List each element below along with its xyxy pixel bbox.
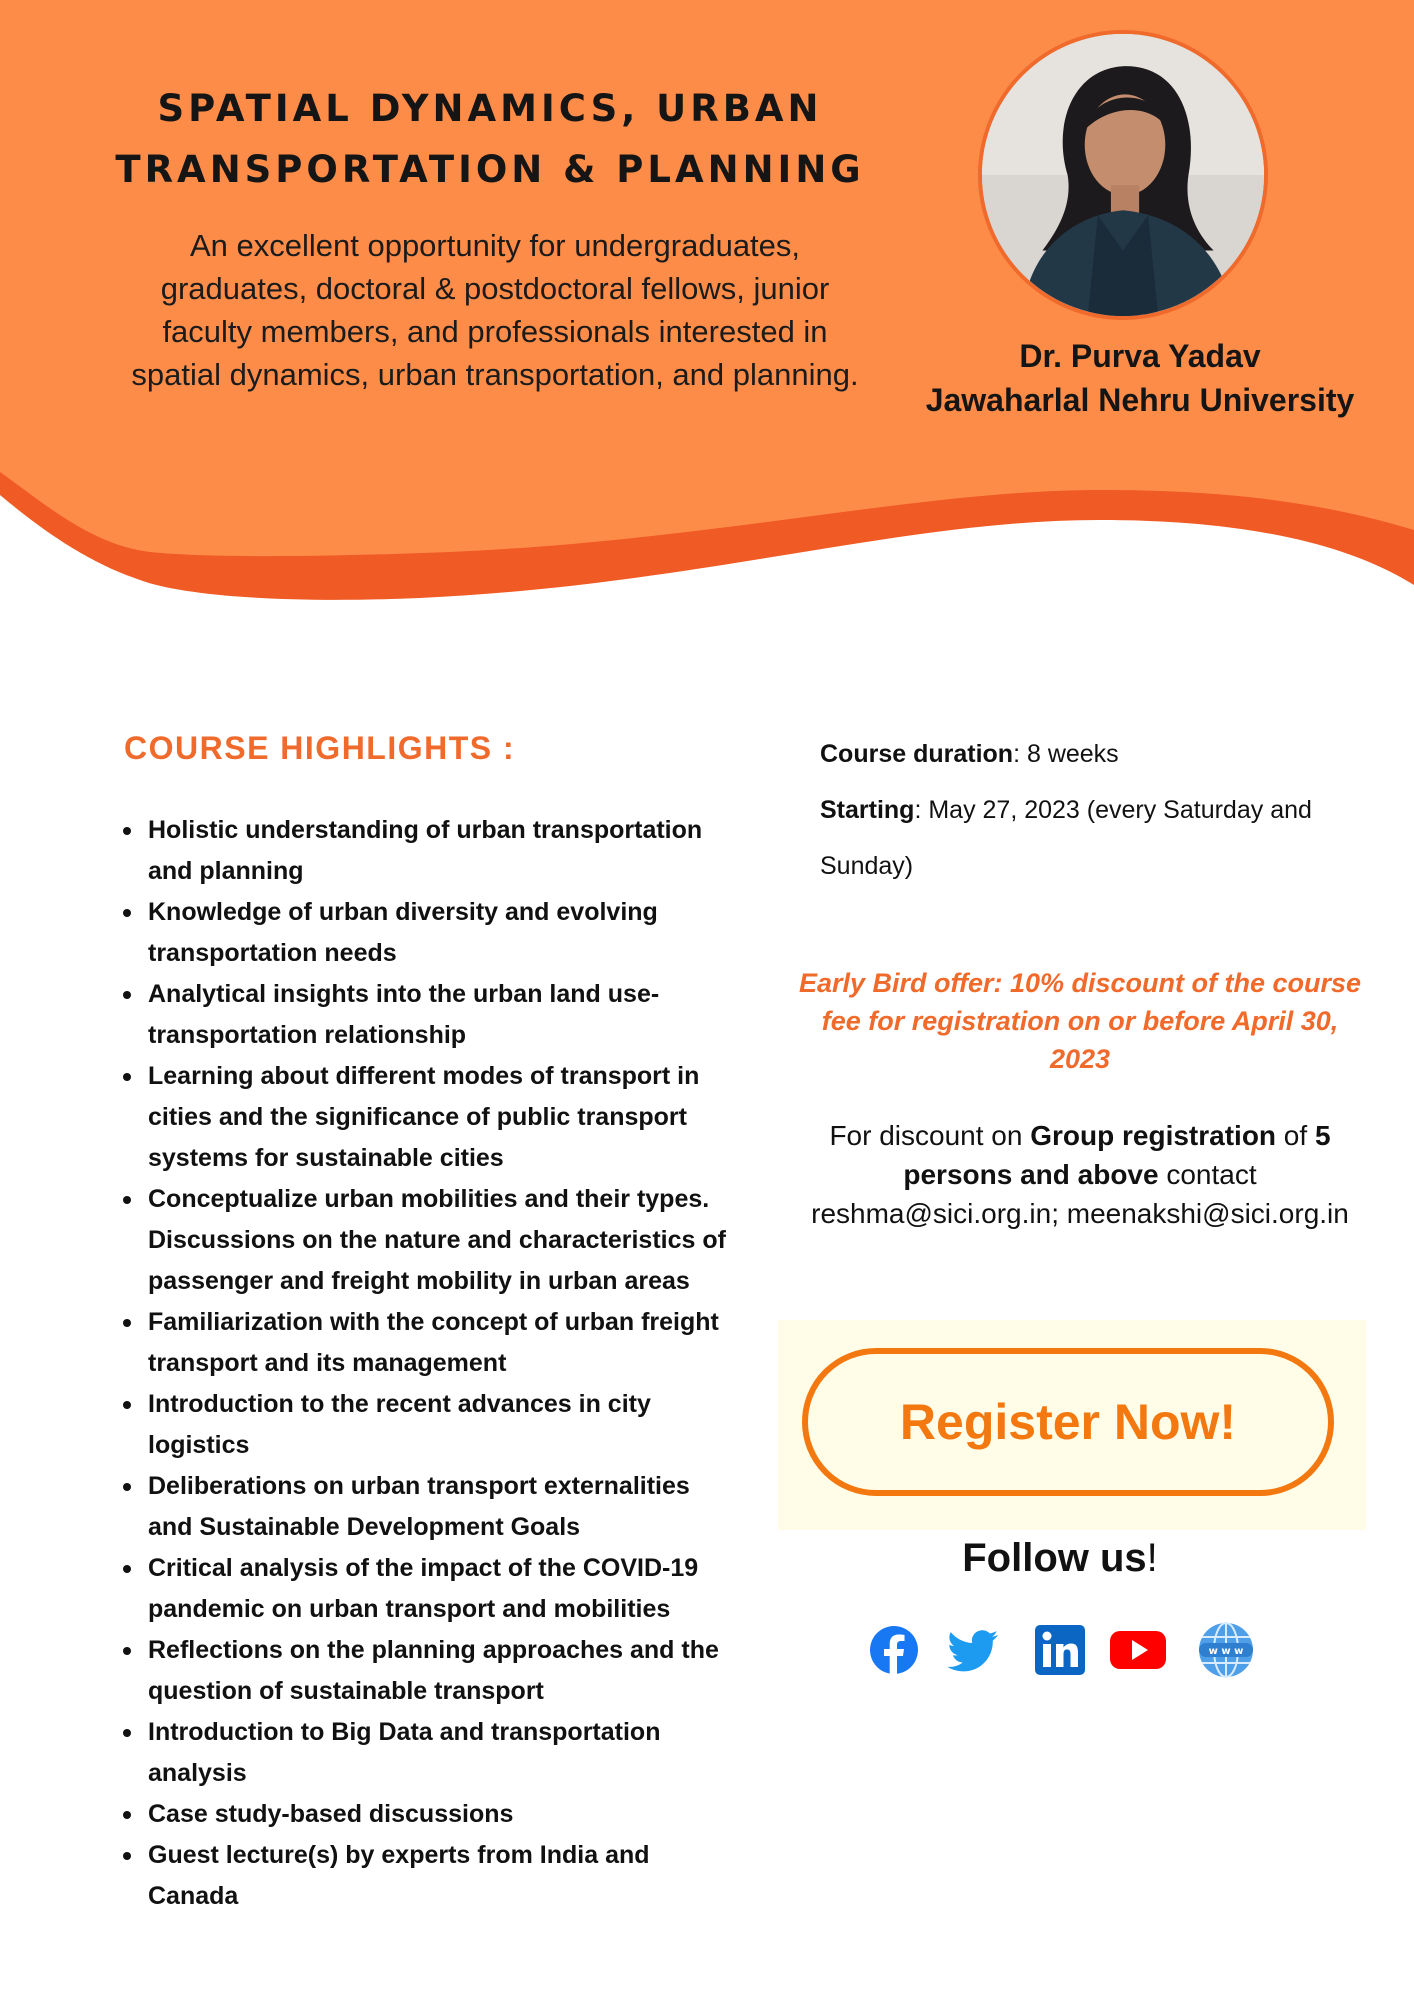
contact-emails[interactable]: reshma@sici.org.in; meenakshi@sici.org.in xyxy=(811,1198,1349,1229)
early-bird-line: fee for registration on or before April 30, xyxy=(821,1006,1339,1036)
list-item-line: Guest lecture(s) by experts from India and xyxy=(148,1841,650,1869)
course-starting-value: : May 27, 2023 (every Saturday and xyxy=(914,796,1312,824)
course-starting-continued: Sunday) xyxy=(820,852,914,880)
list-item xyxy=(148,1835,748,1917)
list-item-line: Familiarization with the concept of urban freight xyxy=(148,1308,719,1336)
course-title xyxy=(110,78,870,200)
list-item-line: Conceptualize urban mobilities and their types. xyxy=(148,1185,710,1213)
follow-us-label: Follow us xyxy=(962,1536,1147,1580)
group-prefix: For discount on xyxy=(829,1120,1031,1151)
list-item-line: Learning about different modes of transport in xyxy=(148,1062,700,1090)
list-item-line: and planning xyxy=(148,857,304,885)
early-bird-line: Early Bird offer: 10% discount of the course xyxy=(798,968,1362,998)
list-item xyxy=(148,1712,748,1794)
list-item xyxy=(148,1056,748,1179)
list-item xyxy=(148,1466,748,1548)
course-title-line1: SPATIAL DYNAMICS, URBAN xyxy=(157,87,823,130)
social-links xyxy=(864,1620,1284,1680)
list-item xyxy=(148,1794,748,1835)
description-line: spatial dynamics, urban transportation, and planning. xyxy=(131,357,859,392)
course-duration xyxy=(820,726,1360,782)
follow-us-heading xyxy=(860,1536,1260,1581)
course-duration-label: Course duration xyxy=(820,740,1014,768)
list-item-line: Reflections on the planning approaches and the xyxy=(148,1636,719,1664)
speaker-university: Jawaharlal Nehru University xyxy=(925,382,1355,418)
list-item xyxy=(148,810,748,892)
early-bird-offer xyxy=(790,964,1370,1078)
list-item-line: Discussions on the nature and characteristics of xyxy=(148,1226,726,1254)
course-starting xyxy=(820,782,1360,838)
list-item xyxy=(148,1302,748,1384)
list-item-line: transport and its management xyxy=(148,1349,507,1377)
list-item-line: transportation relationship xyxy=(148,1021,467,1049)
list-item xyxy=(148,892,748,974)
description-line: faculty members, and professionals interested in xyxy=(162,314,828,349)
course-info xyxy=(820,726,1360,894)
list-item-line: analysis xyxy=(148,1759,247,1787)
course-starting-label: Starting xyxy=(820,796,915,824)
list-item-line: cities and the significance of public transport xyxy=(148,1103,687,1131)
course-highlights-heading: COURSE HIGHLIGHTS : xyxy=(124,730,516,766)
list-item-line: Critical analysis of the impact of the COVID-19 xyxy=(148,1554,699,1582)
follow-us-exclamation: ! xyxy=(1146,1536,1158,1580)
list-item-line: Analytical insights into the urban land use- xyxy=(148,980,660,1008)
list-item xyxy=(148,1548,748,1630)
group-count: 5 xyxy=(1314,1120,1331,1151)
list-item-line: question of sustainable transport xyxy=(148,1677,544,1705)
group-registration-info xyxy=(780,1116,1380,1233)
list-item-line: Introduction to the recent advances in city xyxy=(148,1390,651,1418)
list-item-line: Case study-based discussions xyxy=(148,1800,514,1828)
course-title-line2: TRANSPORTATION & PLANNING xyxy=(115,148,865,191)
list-item-line: Knowledge of urban diversity and evolving xyxy=(148,898,658,926)
linkedin-icon[interactable] xyxy=(1030,1620,1090,1680)
list-item xyxy=(148,974,748,1056)
list-item xyxy=(148,1630,748,1712)
twitter-icon[interactable] xyxy=(944,1620,1004,1680)
list-item-line: pandemic on urban transport and mobilities xyxy=(148,1595,671,1623)
description-line: An excellent opportunity for undergraduates, xyxy=(189,228,801,263)
speaker-portrait-image xyxy=(982,34,1264,316)
list-item xyxy=(148,1384,748,1466)
group-registration-text: Group registration xyxy=(1030,1120,1277,1151)
group-contact-text: contact xyxy=(1158,1159,1257,1190)
list-item-line: Canada xyxy=(148,1882,239,1910)
group-persons-text: persons and above xyxy=(903,1159,1159,1190)
register-now-button[interactable]: Register Now! xyxy=(802,1348,1334,1496)
speaker-name: Dr. Purva Yadav xyxy=(1019,338,1261,374)
list-item-line: logistics xyxy=(148,1431,250,1459)
list-item-line: and Sustainable Development Goals xyxy=(148,1513,581,1541)
list-item-line: Deliberations on urban transport externalities xyxy=(148,1472,690,1500)
group-of-text: of xyxy=(1276,1120,1315,1151)
facebook-icon[interactable] xyxy=(864,1620,924,1680)
youtube-icon[interactable] xyxy=(1108,1620,1168,1680)
course-description xyxy=(100,224,890,396)
svg-text:w w w: w w w xyxy=(1208,1646,1244,1657)
speaker-photo xyxy=(978,30,1268,320)
course-highlights-list xyxy=(148,810,748,1917)
group-info-line xyxy=(780,1155,1380,1194)
course-duration-value: : 8 weeks xyxy=(1013,740,1119,768)
list-item-line: transportation needs xyxy=(148,939,397,967)
early-bird-line: 2023 xyxy=(1049,1044,1111,1074)
list-item-line: Introduction to Big Data and transportation xyxy=(148,1718,661,1746)
list-item-line: systems for sustainable cities xyxy=(148,1144,504,1172)
group-info-line xyxy=(780,1116,1380,1155)
description-line: graduates, doctoral & postdoctoral fellows, junior xyxy=(160,271,830,306)
list-item-line: passenger and freight mobility in urban areas xyxy=(148,1267,690,1295)
website-icon[interactable] xyxy=(1196,1620,1256,1680)
list-item-line: Holistic understanding of urban transportation xyxy=(148,816,703,844)
register-panel xyxy=(778,1320,1366,1530)
list-item xyxy=(148,1179,748,1302)
